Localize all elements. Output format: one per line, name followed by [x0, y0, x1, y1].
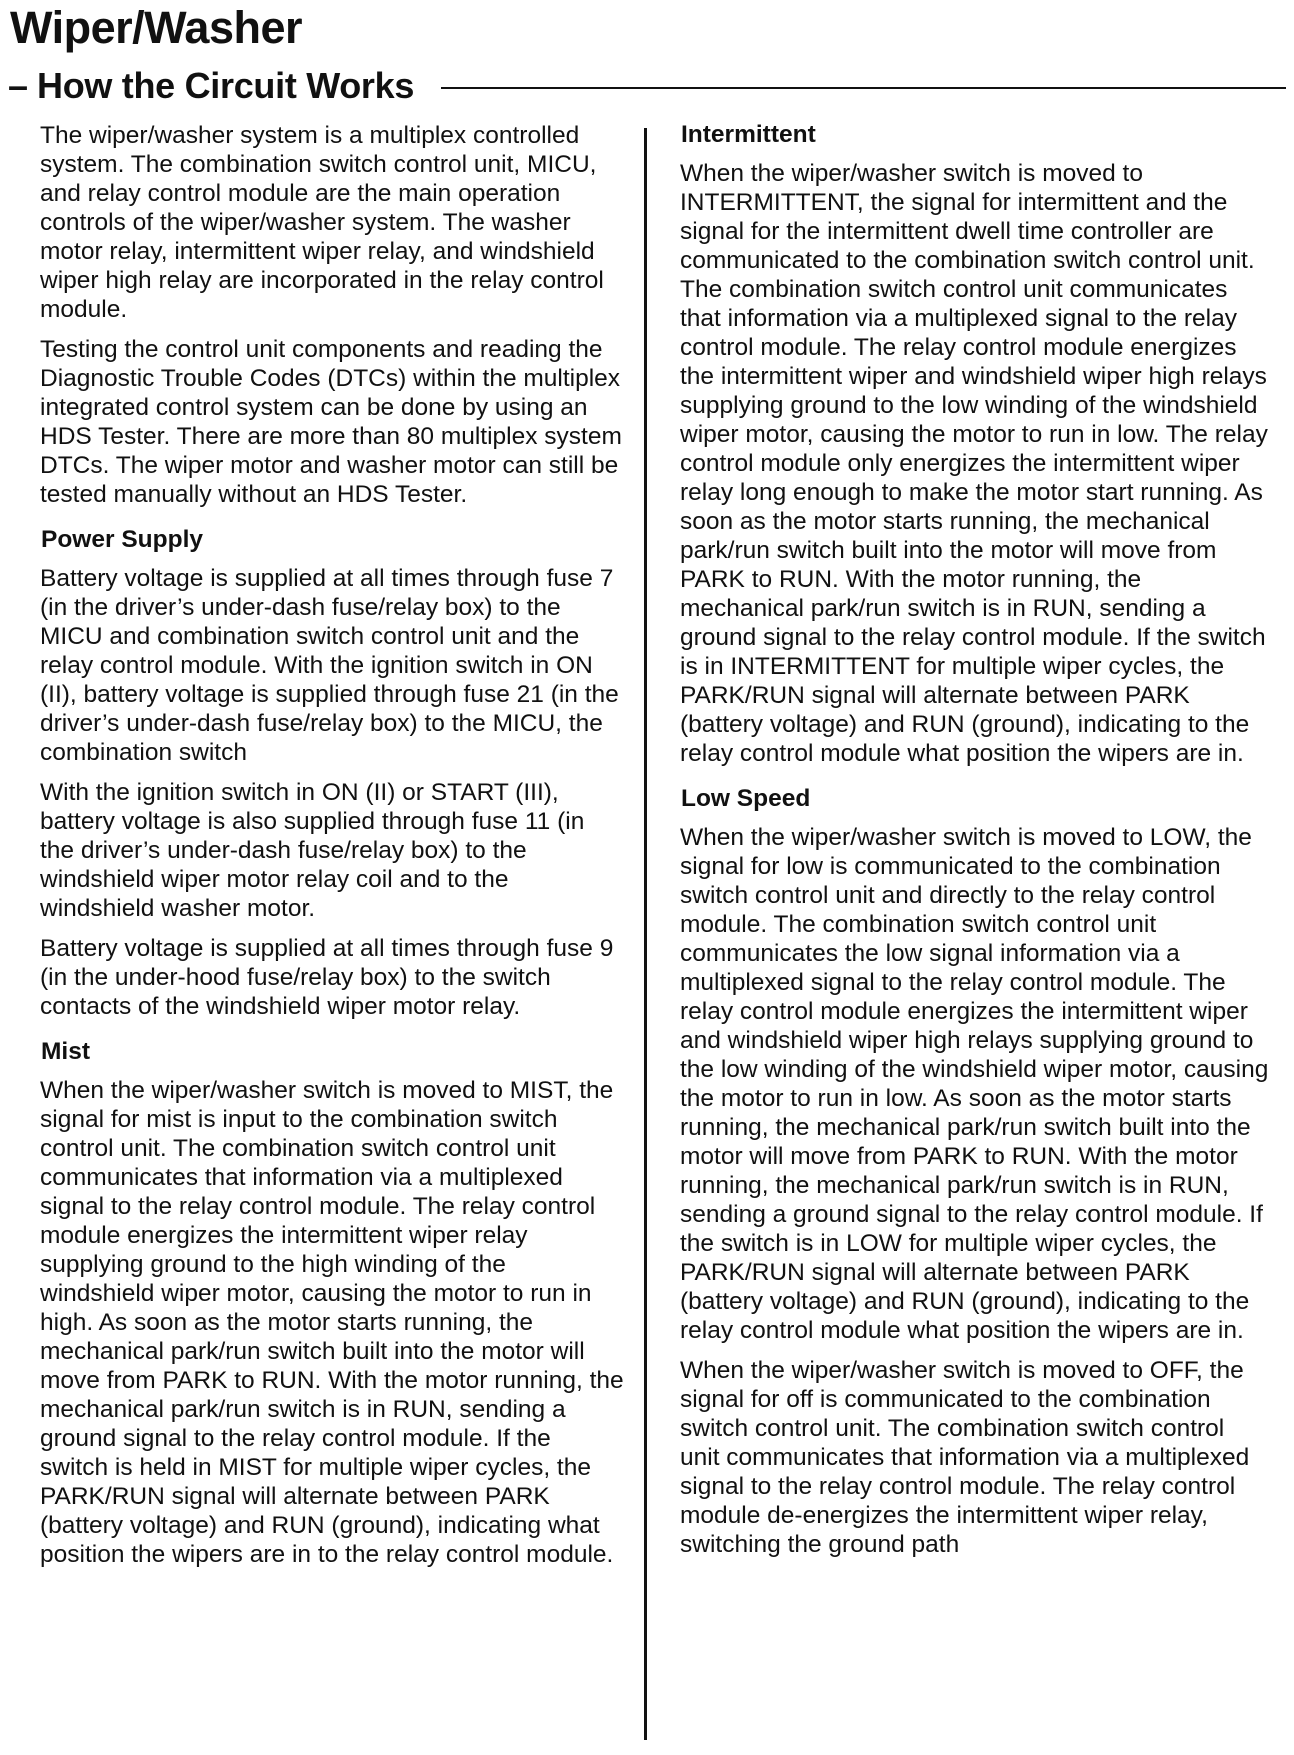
left-column [40, 121, 625, 1580]
column-divider [644, 128, 647, 1740]
intermittent-paragraph-1: When the wiper/washer switch is moved to INTERMITTENT, the signal for intermittent and the signal for the intermittent dwell time controller are communicated to the combination switch control unit. The combination switch control unit communicates that information via a multiplexed signal to the relay control module. The relay control module energizes the intermittent wiper and windshield wiper high relays supplying ground to the low winding of the windshield wiper motor, causing the motor to run in low. The relay control module only energizes the intermittent wiper relay long enough to make the motor start running. As soon as the motor starts running, the mechanical park/run switch built into the motor will move from PARK to RUN. With the motor running, the mechanical park/run switch is in RUN, sending a ground signal to the relay control module. If the switch is in INTERMITTENT for multiple wiper cycles, the PARK/RUN signal will alternate between PARK (battery voltage) and RUN (ground), indicating to the relay control module what position the wipers are in. [680, 160, 1268, 767]
subtitle-dash: – [8, 65, 29, 106]
power-supply-paragraph-3: Battery voltage is supplied at all times through fuse 9 (in the under-hood fuse/relay box) to the switch contacts of the windshield wiper motor relay. [40, 935, 614, 1020]
intro-paragraph-1: The wiper/washer system is a multiplex controlled system. The combination switch control unit, MICU, and relay control module are the main operation controls of the wiper/washer system. The washer motor relay, intermittent wiper relay, and windshield wiper high relay are incorporated in the relay control module. [40, 122, 604, 323]
section-title: How the Circuit Works [37, 65, 415, 106]
section-header [8, 64, 1286, 108]
right-column [680, 120, 1270, 1570]
mist-paragraph-1: When the wiper/washer switch is moved to MIST, the signal for mist is input to the combination switch control unit. The combination switch control unit communicates that information via a multiplexed signal to the relay control module. The relay control module energizes the intermittent wiper relay supplying ground to the high winding of the windshield wiper motor, causing the motor to run in high. As soon as the motor starts running, the mechanical park/run switch built into the motor will move from PARK to RUN. With the motor running, the mechanical park/run switch is in RUN, sending a ground signal to the relay control module. If the switch is held in MIST for multiple wiper cycles, the PARK/RUN signal will alternate between PARK (battery voltage) and RUN (ground), indicating what position the wipers are in to the relay control module. [40, 1077, 624, 1568]
heading-mist: Mist [41, 1038, 90, 1065]
low-speed-paragraph-1: When the wiper/washer switch is moved to LOW, the signal for low is communicated to the combination switch control unit and directly to the relay control module. The combination switch control unit communicates the low signal information via a multiplexed signal to the relay control module. The relay control module energizes the intermittent wiper and windshield wiper high relays supplying ground to the low winding of the windshield wiper motor, causing the motor to run in low. As soon as the motor starts running, the mechanical park/run switch built into the motor will move from PARK to RUN. With the motor running, the mechanical park/run switch is in RUN, sending a ground signal to the relay control module. If the switch is in LOW for multiple wiper cycles, the PARK/RUN signal will alternate between PARK (battery voltage) and RUN (ground), indicating to the relay control module what position the wipers are in. [680, 824, 1269, 1344]
page-title: Wiper/Washer [10, 2, 302, 53]
heading-power-supply: Power Supply [41, 526, 204, 553]
off-paragraph-1: When the wiper/washer switch is moved to OFF, the signal for off is communicated to the combination switch control unit. The combination switch control unit communicates that information via a multiplexed signal to the relay control module. The relay control module de-energizes the intermittent wiper relay, switching the ground path [680, 1357, 1250, 1558]
power-supply-paragraph-2: With the ignition switch in ON (II) or START (III), battery voltage is also supplied through fuse 11 (in the driver’s under-dash fuse/relay box) to the windshield wiper motor relay coil and to the windshield washer motor. [40, 779, 585, 922]
heading-low-speed: Low Speed [681, 785, 811, 812]
intro-paragraph-2: Testing the control unit components and reading the Diagnostic Trouble Codes (DTCs) within the multiplex integrated control system can be done by using an HDS Tester. There are more than 80 multiplex system DTCs. The wiper motor and washer motor can still be tested manually without an HDS Tester. [40, 336, 622, 508]
power-supply-paragraph-1: Battery voltage is supplied at all times through fuse 7 (in the driver’s under-dash fuse/relay box) to the MICU and combination switch control unit and the relay control module. With the ignition switch in ON (II), battery voltage is supplied through fuse 21 (in the driver’s under-dash fuse/relay box) to the MICU, the combination switch [40, 565, 619, 766]
header-rule [441, 87, 1286, 89]
heading-intermittent: Intermittent [681, 121, 816, 148]
